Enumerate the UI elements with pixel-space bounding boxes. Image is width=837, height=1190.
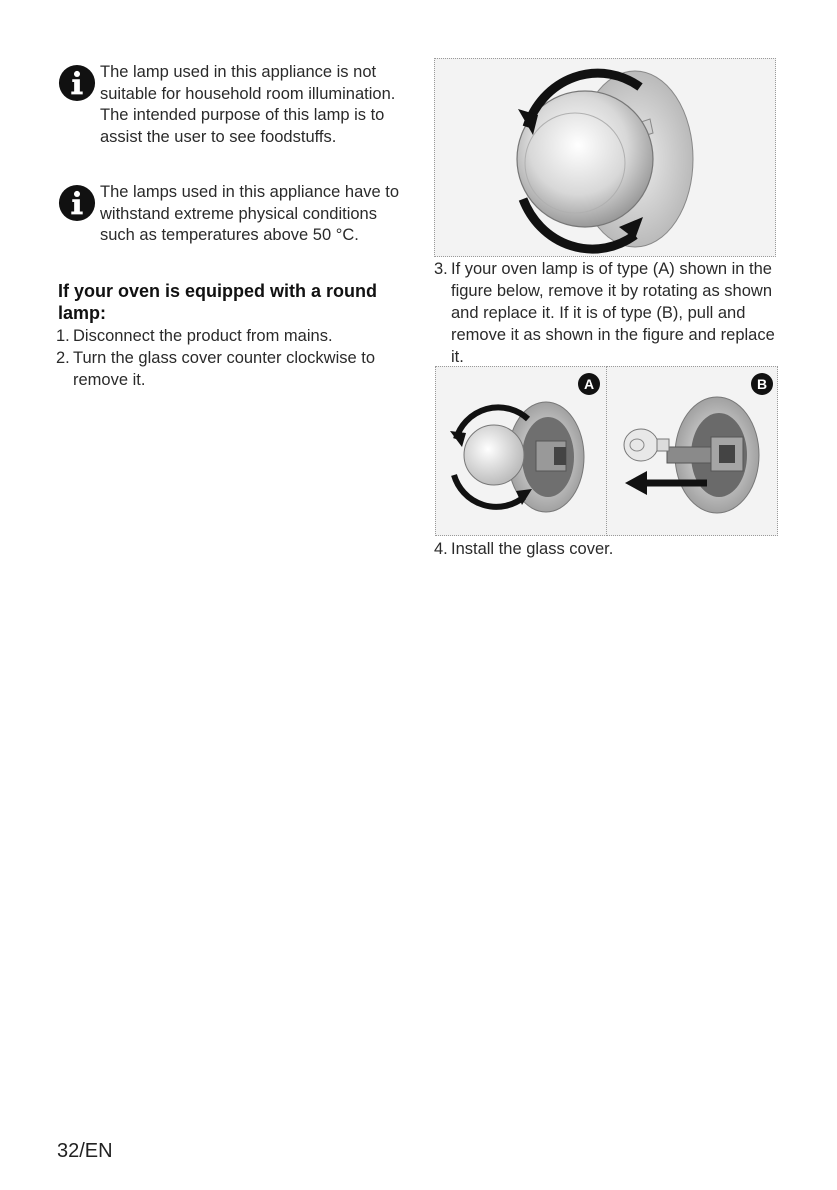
list-item: 2. Turn the glass cover counter clockwise to remove it. — [56, 349, 376, 389]
lamp-type-b-figure — [606, 366, 778, 536]
page-number: 32/EN — [57, 1140, 113, 1162]
lamp-type-b-illustration — [607, 367, 777, 535]
info-note-2 — [58, 182, 408, 247]
list-item: 3. If your oven lamp is of type (A) shown in the figure below, remove it by rotating as shown and replace it. If it is of type (B), pull and remove it as shown in the figure and replace it. — [434, 260, 775, 366]
list-item: 4. Install the glass cover. — [434, 540, 614, 558]
info-icon — [58, 184, 96, 222]
steps-list — [56, 325, 411, 391]
label-b-badge: B — [751, 373, 773, 395]
lamp-type-a-illustration — [436, 367, 606, 535]
label-a-badge: A — [578, 373, 600, 395]
list-item: 1. Disconnect the product from mains. — [56, 327, 333, 345]
lamp-cover-illustration — [435, 59, 775, 256]
info-note-text: The lamps used in this appliance have to withstand extreme physical conditions such as temperatures above 50 °C. — [100, 183, 400, 244]
steps-list — [434, 258, 782, 368]
steps-list — [434, 538, 782, 560]
lamp-type-a-figure — [435, 366, 607, 536]
info-note-text: The lamp used in this appliance is not suitable for household room illumination. The intended purpose of this lamp is to assist the user to see foodstuffs. — [100, 63, 396, 146]
info-icon — [58, 64, 96, 102]
info-note-1 — [58, 62, 408, 148]
lamp-cover-figure — [434, 58, 776, 257]
section-heading: If your oven is equipped with a round lamp: — [58, 281, 378, 323]
